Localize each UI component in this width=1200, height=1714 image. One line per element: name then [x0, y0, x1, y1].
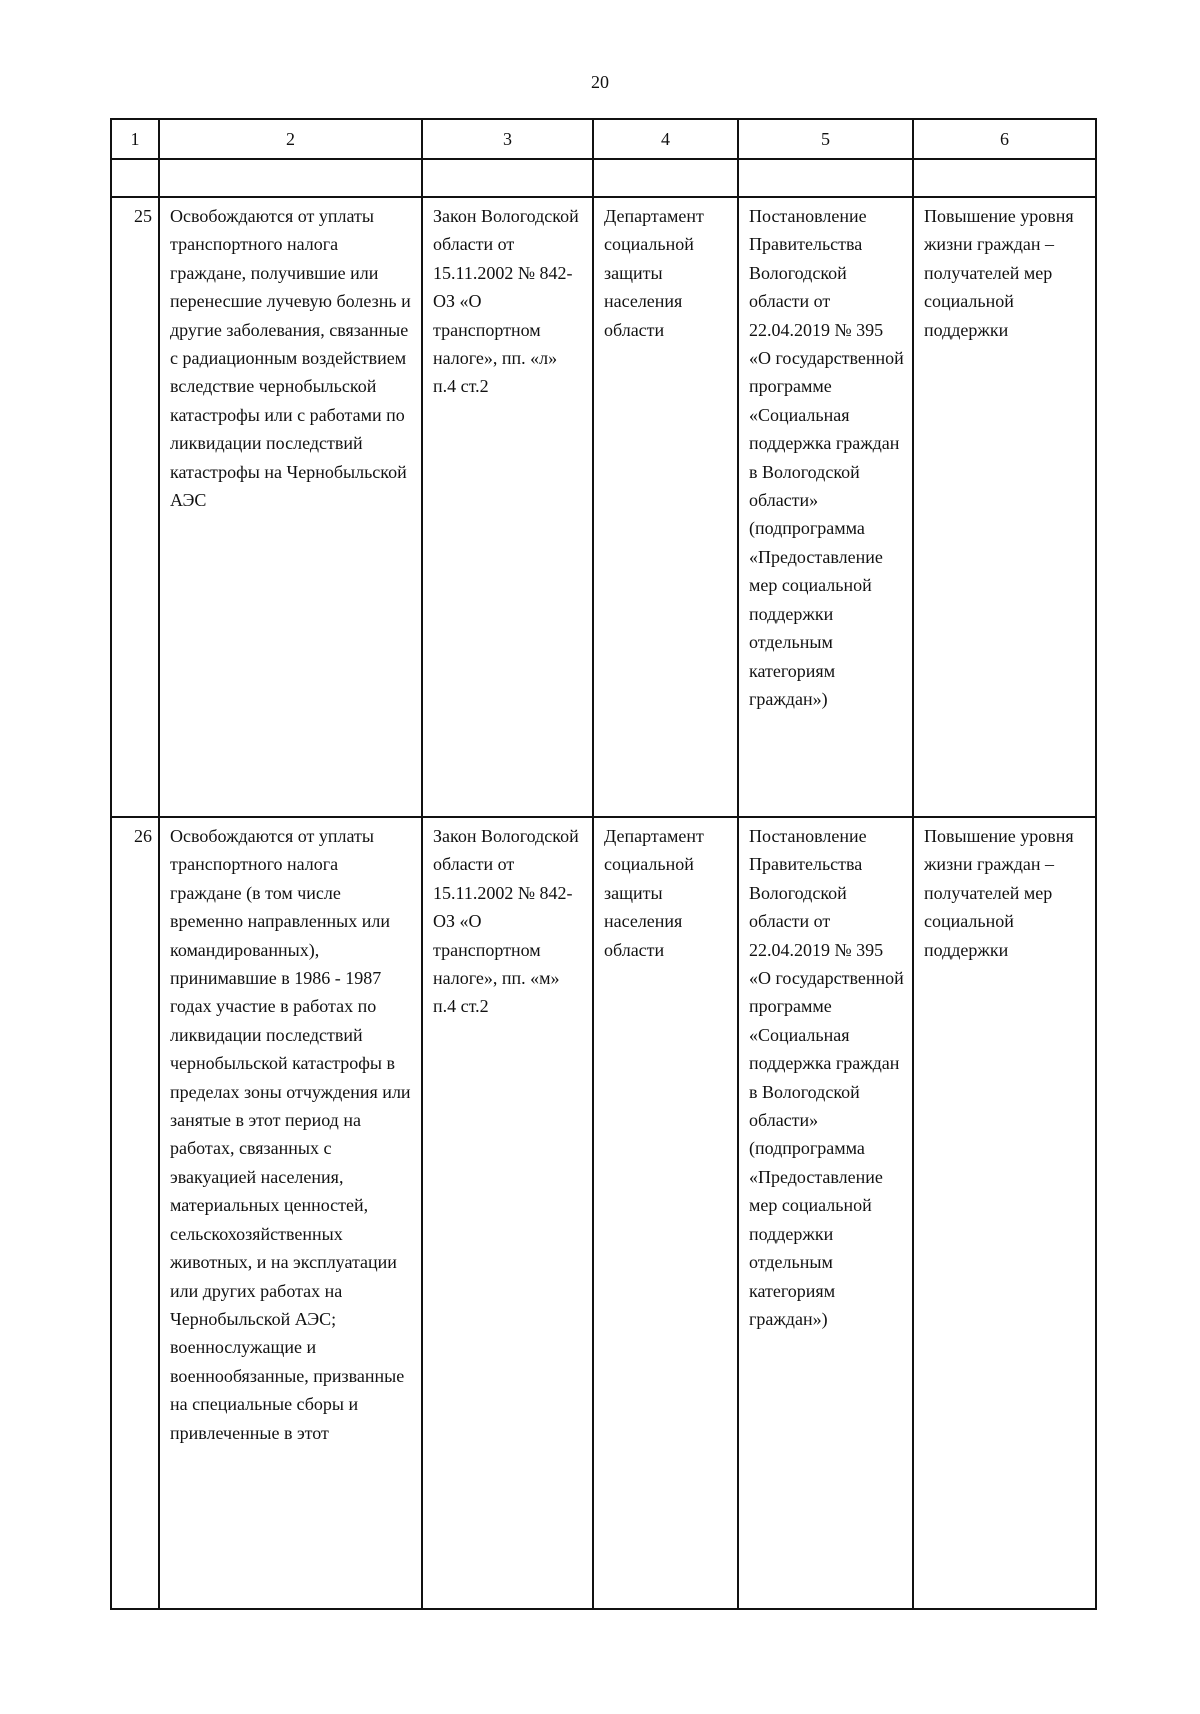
column-header: 3: [422, 119, 593, 159]
row-number: 25: [111, 197, 159, 817]
table-row: [111, 197, 1096, 817]
benefits-table: [110, 118, 1097, 1610]
spacer-cell: [111, 159, 159, 197]
spacer-cell: [738, 159, 913, 197]
spacer-cell: [159, 159, 422, 197]
column-header: 5: [738, 119, 913, 159]
column-header: 1: [111, 119, 159, 159]
program-cell: Постановление Правительства Вологодской области от 22.04.2019 № 395 «О государственной программе «Социальная поддержка граждан в Вологодской области» (подпрограмма «Предоставление мер социальной поддержки отдельным категориям граждан»): [738, 197, 913, 817]
legal-basis-cell: Закон Вологодской области от 15.11.2002 № 842-ОЗ «О транспортном налоге», пп. «л» п.4 ст.2: [422, 197, 593, 817]
table-row: [111, 817, 1096, 1609]
department-cell: Департамент социальной защиты населения области: [593, 197, 738, 817]
spacer-cell: [593, 159, 738, 197]
department-cell: Департамент социальной защиты населения области: [593, 817, 738, 1609]
header-spacer-row: [111, 159, 1096, 197]
legal-basis-cell: Закон Вологодской области от 15.11.2002 № 842-ОЗ «О транспортном налоге», пп. «м» п.4 ст.2: [422, 817, 593, 1609]
goal-cell: Повышение уровня жизни граждан – получателей мер социальной поддержки: [913, 817, 1096, 1609]
description-cell: Освобождаются от уплаты транспортного налога граждане, получившие или перенесшие лучевую болезнь и другие заболевания, связанные с радиационным воздействием вследствие чернобыльской катастрофы или с работами по ликвидации последствий катастрофы на Чернобыльской АЭС: [159, 197, 422, 817]
description-cell: Освобождаются от уплаты транспортного налога граждане (в том числе временно направленных или командированных), принимавшие в 1986 - 1987 годах участие в работах по ликвидации последствий чернобыльской катастрофы в пределах зоны отчуждения или занятые в этот период на работах, связанных с эвакуацией населения, материальных ценностей, сельскохозяйственных животных, и на эксплуатации или других работах на Чернобыльской АЭС; военнослужащие и военнообязанные, призванные на специальные сборы и привлеченные в этот: [159, 817, 422, 1609]
column-header: 2: [159, 119, 422, 159]
column-header: 4: [593, 119, 738, 159]
table-header-row: [111, 119, 1096, 159]
page-number: 20: [591, 72, 609, 92]
column-header: 6: [913, 119, 1096, 159]
row-number: 26: [111, 817, 159, 1609]
spacer-cell: [913, 159, 1096, 197]
program-cell: Постановление Правительства Вологодской области от 22.04.2019 № 395 «О государственной программе «Социальная поддержка граждан в Вологодской области» (подпрограмма «Предоставление мер социальной поддержки отдельным категориям граждан»): [738, 817, 913, 1609]
spacer-cell: [422, 159, 593, 197]
goal-cell: Повышение уровня жизни граждан – получателей мер социальной поддержки: [913, 197, 1096, 817]
